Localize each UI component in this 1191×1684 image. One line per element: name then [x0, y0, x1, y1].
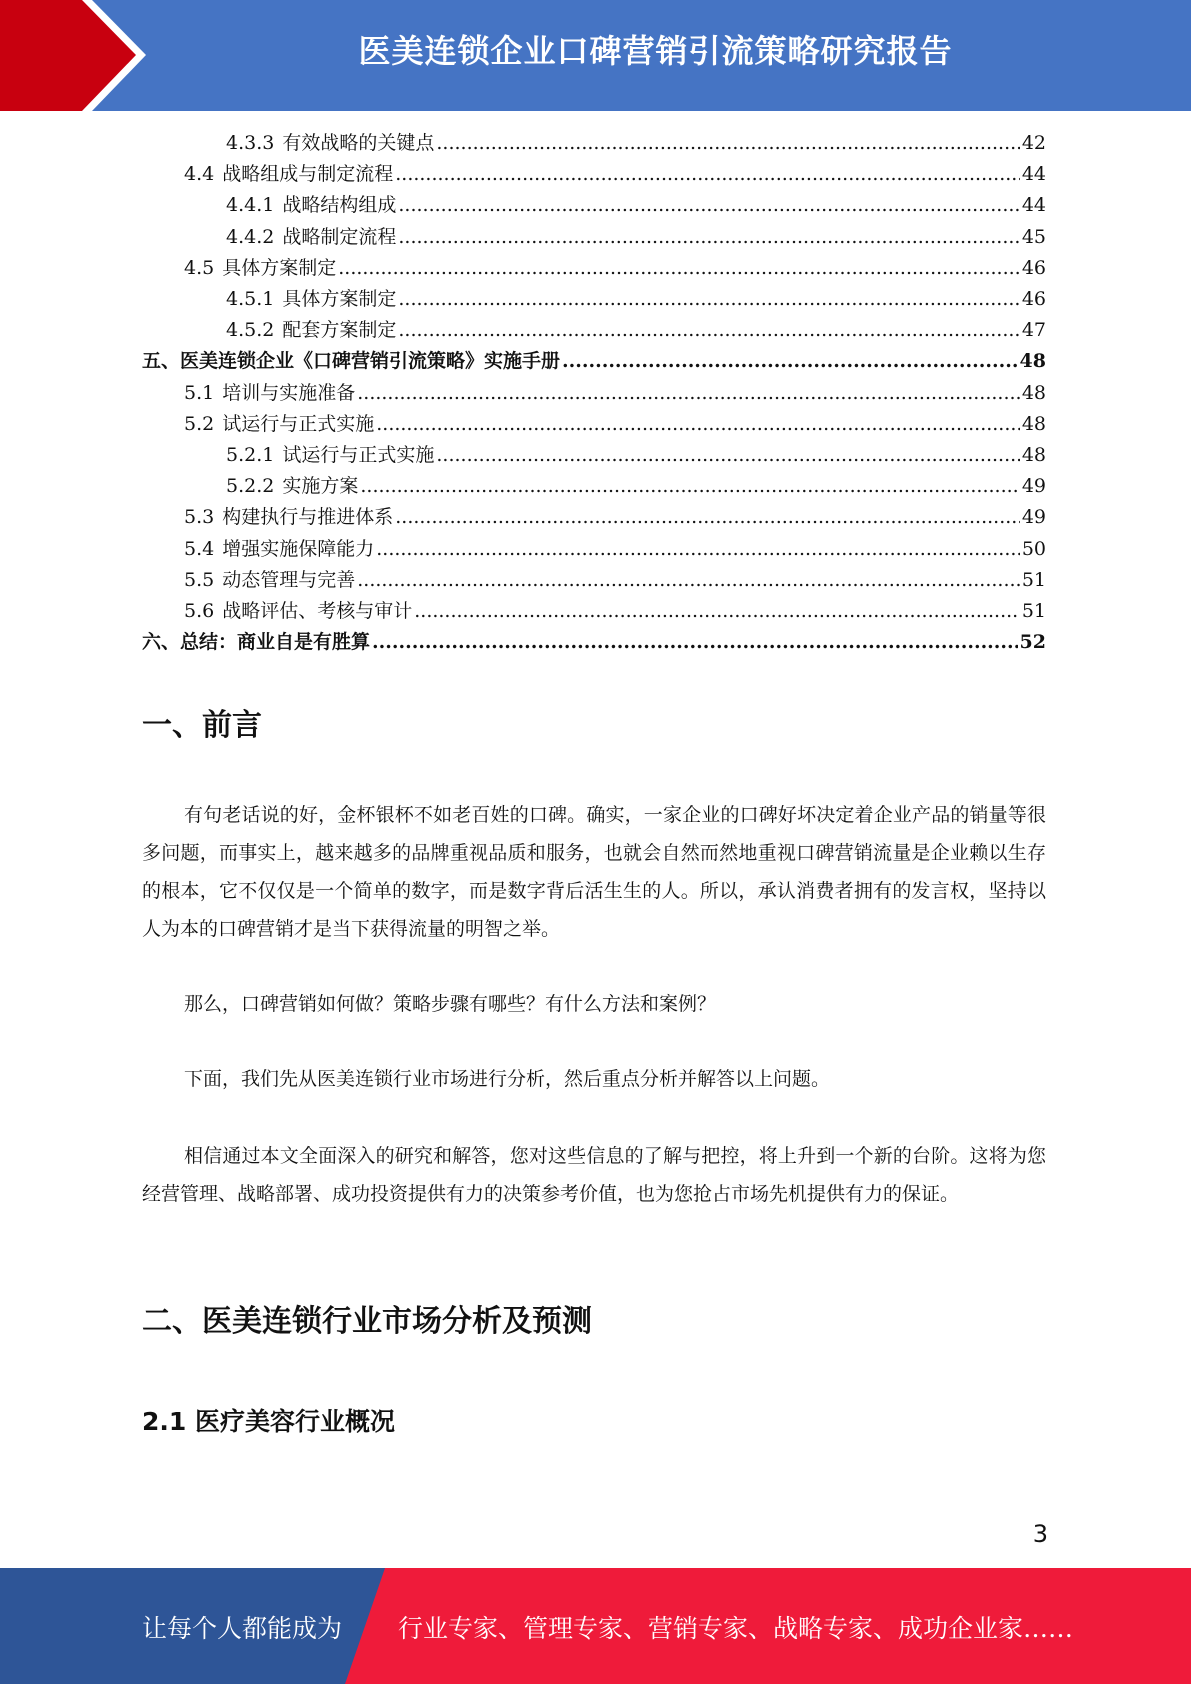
- toc-entry-number: 4.4.2: [226, 225, 275, 248]
- toc-entry[interactable]: [184, 409, 1046, 440]
- toc-dot-leader: [398, 226, 1019, 248]
- paragraph: 相信通过本文全面深入的研究和解答，您对这些信息的了解与把控，将上升到一个新的台阶。这将为您经营管理、战略部署、成功投资提供有力的决策参考价值，也为您抢占市场先机提供有力的保证。: [142, 1145, 1046, 1205]
- toc-entry[interactable]: [184, 378, 1046, 409]
- toc-dot-leader: [436, 132, 1019, 154]
- toc-entry[interactable]: [184, 502, 1046, 533]
- toc-entry-page: 45: [1021, 225, 1046, 248]
- toc-entry-label: 配套方案制定: [282, 319, 397, 342]
- footer-slogan-left: 让每个人都能成为: [142, 1614, 343, 1643]
- toc-entry-label: 增强实施保障能力: [222, 537, 375, 560]
- toc-dot-leader: [357, 569, 1020, 591]
- toc-entry-label: 构建执行与推进体系: [222, 506, 394, 529]
- toc-entry[interactable]: [184, 534, 1046, 565]
- page-number: 3: [1032, 1520, 1048, 1548]
- toc-entry[interactable]: [226, 190, 1046, 221]
- toc-entry[interactable]: [226, 128, 1046, 159]
- toc-dot-leader: [562, 350, 1018, 372]
- toc-dot-leader: [338, 257, 1020, 279]
- toc-entry-label: 战略制定流程: [282, 225, 397, 248]
- toc-entry[interactable]: [226, 222, 1046, 253]
- toc-entry-number: 5.4: [184, 537, 215, 560]
- toc-entry-label: 试运行与正式实施: [282, 444, 435, 466]
- toc-entry-number: 5.3: [184, 506, 215, 529]
- toc-entry-page: 47: [1021, 319, 1046, 342]
- toc-entry-page: 49: [1021, 506, 1046, 529]
- toc-dot-leader: [414, 600, 1020, 622]
- toc-entry-label: 培训与实施准备: [222, 381, 356, 404]
- toc-entry-page: 51: [1021, 600, 1046, 622]
- section-heading-preface: 一、前言: [142, 708, 262, 743]
- toc-entry[interactable]: [226, 440, 1046, 471]
- toc-entry-label: 战略结构组成: [282, 194, 397, 217]
- toc-dot-leader: [372, 631, 1018, 653]
- subsection-heading: 2.1 医疗美容行业概况: [142, 1407, 395, 1436]
- toc-dot-leader: [398, 319, 1019, 341]
- section-heading-market-analysis: 二、医美连锁行业市场分析及预测: [142, 1304, 592, 1339]
- toc-entry-number: 5.2: [184, 412, 215, 435]
- toc-entry[interactable]: [142, 346, 1046, 377]
- toc-entry-number: 4.5.1: [226, 288, 275, 310]
- toc-entry-label: 有效战略的关键点: [282, 132, 435, 154]
- toc-entry-page: 48: [1021, 412, 1046, 435]
- toc-entry-label: 实施方案: [282, 475, 359, 498]
- toc-entry-number: 4.5.2: [226, 319, 275, 342]
- paragraph: 有句老话说的好，金杯银杯不如老百姓的口碑。确实，一家企业的口碑好坏决定着企业产品的销量等很多问题，而事实上，越来越多的品牌重视品质和服务，也就会自然而然地重视口碑营销流量是企业赖以生存的根本，它不仅仅是一个简单的数字，而是数字背后活生生的人。所以，承认消费者拥有的发言权，坚持以人为本的口碑营销才是当下获得流量的明智之举。: [142, 804, 1046, 940]
- toc-entry[interactable]: [184, 159, 1046, 190]
- toc-entry-label: 具体方案制定: [222, 256, 337, 279]
- toc-entry-label: 具体方案制定: [282, 288, 397, 310]
- report-title: 医美连锁企业口碑营销引流策略研究报告: [358, 32, 953, 70]
- toc-entry-label: 六、总结：商业自是有胜算: [142, 631, 371, 654]
- toc-entry[interactable]: [226, 284, 1046, 315]
- toc-dot-leader: [436, 444, 1019, 466]
- toc-entry-page: 48: [1021, 444, 1046, 466]
- toc-dot-leader: [376, 413, 1020, 435]
- toc-dot-leader: [395, 506, 1020, 528]
- toc-entry-number: 5.5: [184, 568, 215, 591]
- toc-dot-leader: [398, 194, 1019, 216]
- toc-entry-page: 48: [1019, 350, 1046, 373]
- toc-dot-leader: [357, 382, 1020, 404]
- toc-entry-label: 试运行与正式实施: [222, 412, 375, 435]
- toc-entry-number: 4.3.3: [226, 132, 275, 154]
- toc-entry-page: 52: [1019, 631, 1046, 654]
- toc-entry-label: 战略评估、考核与审计: [222, 600, 413, 622]
- paragraph: 下面，我们先从医美连锁行业市场进行分析，然后重点分析并解答以上问题。: [184, 1068, 831, 1090]
- toc-entry-label: 战略组成与制定流程: [222, 163, 394, 186]
- toc-entry-number: 5.6: [184, 600, 215, 622]
- toc-entry-page: 46: [1021, 288, 1046, 310]
- toc-entry-label: 五、医美连锁企业《口碑营销引流策略》实施手册: [142, 350, 561, 373]
- page-footer: [0, 1568, 1191, 1684]
- page-header: [0, 0, 1191, 111]
- toc-dot-leader: [360, 475, 1019, 497]
- footer-slogan-right: 行业专家、管理专家、营销专家、战略专家、成功企业家……: [398, 1614, 1074, 1643]
- toc-entry-page: 48: [1021, 381, 1046, 404]
- toc-dot-leader: [395, 163, 1020, 185]
- toc-entry-page: 50: [1021, 537, 1046, 560]
- toc-entry-number: 5.2.1: [226, 444, 275, 466]
- toc-entry-page: 46: [1021, 256, 1046, 279]
- toc-entry-number: 5.1: [184, 381, 215, 404]
- toc-entry-number: 5.2.2: [226, 475, 275, 498]
- toc-dot-leader: [376, 538, 1020, 560]
- toc-entry[interactable]: [184, 565, 1046, 596]
- toc-entry-label: 动态管理与完善: [222, 568, 356, 591]
- toc-entry-page: 51: [1021, 568, 1046, 591]
- toc-dot-leader: [398, 288, 1019, 310]
- toc-entry[interactable]: [226, 471, 1046, 502]
- toc-entry[interactable]: [184, 596, 1046, 627]
- toc-entry-number: 4.5: [184, 256, 215, 279]
- toc-entry-number: 4.4.1: [226, 194, 275, 217]
- toc-entry-page: 49: [1021, 475, 1046, 498]
- paragraph: 那么，口碑营销如何做？策略步骤有哪些？有什么方法和案例？: [184, 993, 717, 1015]
- toc-entry[interactable]: [142, 627, 1046, 658]
- toc-entry-number: 4.4: [184, 163, 215, 186]
- toc-entry[interactable]: [226, 315, 1046, 346]
- toc-entry-page: 42: [1021, 132, 1046, 154]
- toc-entry-page: 44: [1021, 163, 1046, 186]
- toc-entry[interactable]: [184, 253, 1046, 284]
- toc-entry-page: 44: [1021, 194, 1046, 217]
